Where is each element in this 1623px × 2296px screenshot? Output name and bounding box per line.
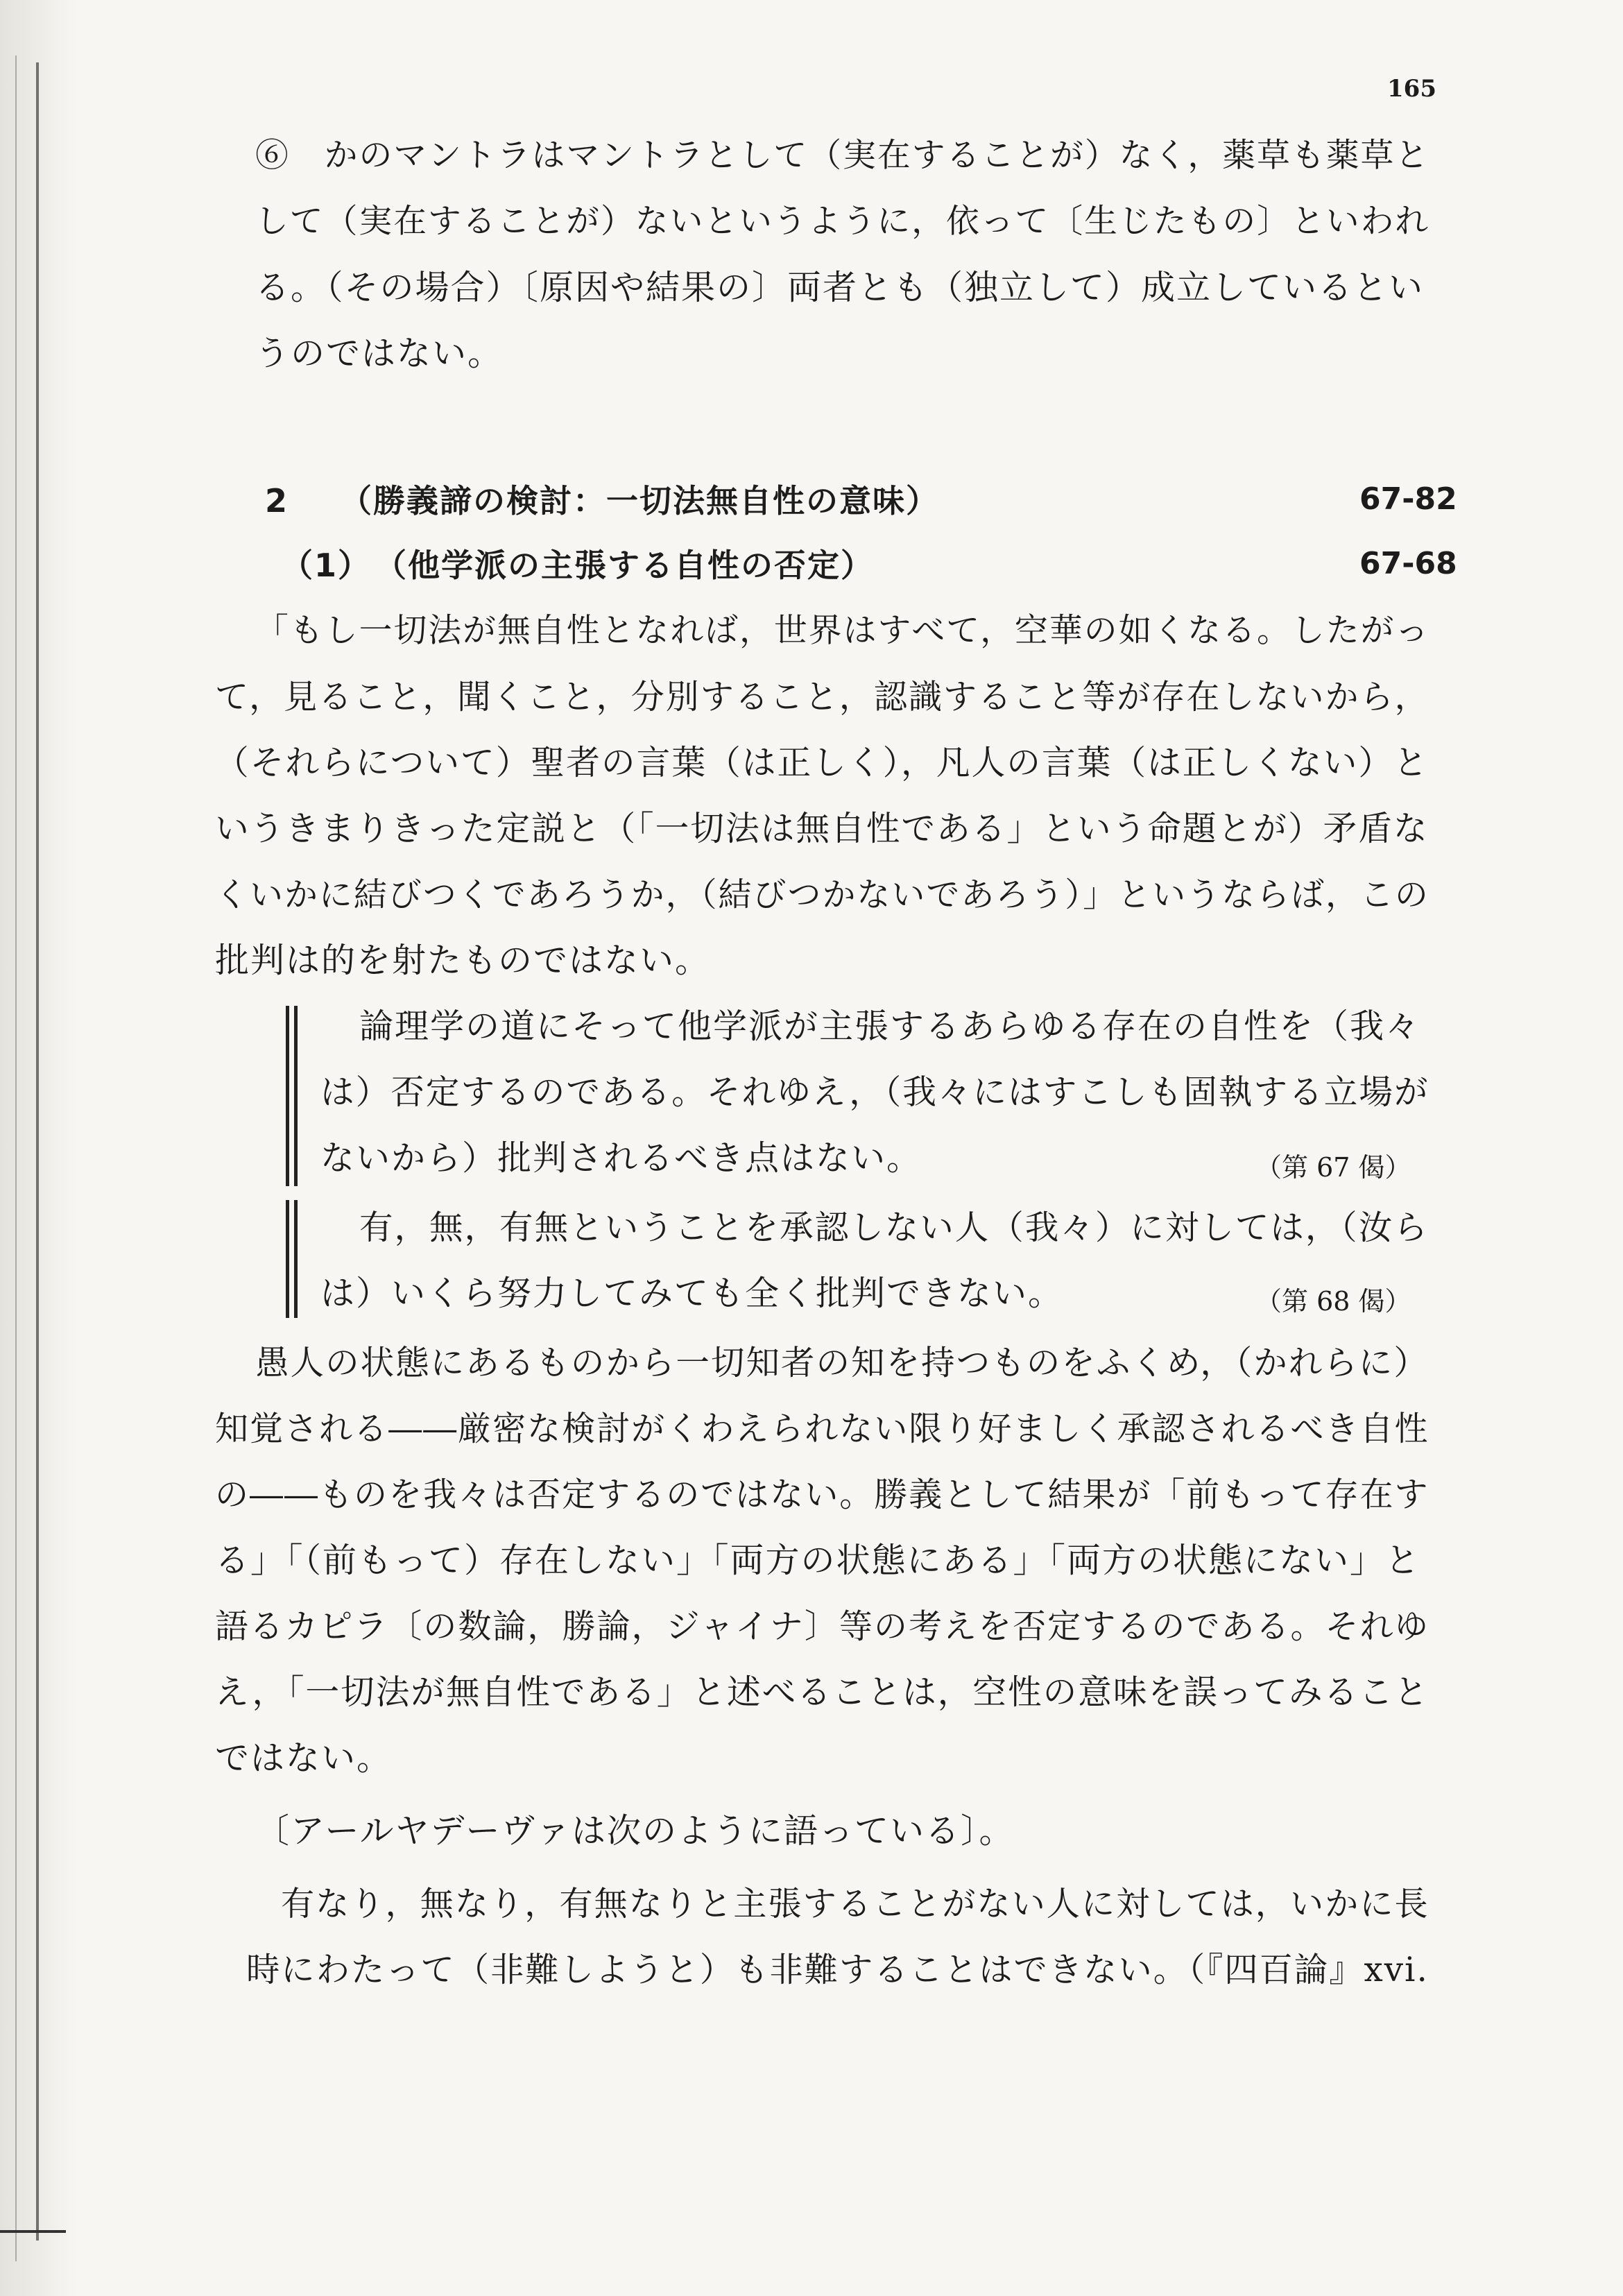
section-title: （勝義諦の検討：一切法無自性の意味） [340, 482, 939, 520]
commentary-line-1: 愚人の状態にあるものから一切知者の知を持つものをふくめ，（かれらに） [255, 1344, 1429, 1382]
binding-edge-line [36, 62, 39, 2241]
verse67-line-3: ないから）批判されるべき点はない。 [320, 1138, 922, 1178]
verse68-line-1: 有，無，有無ということを承認しない人（我々）に対しては，（汝ら [359, 1208, 1429, 1247]
aryadeva-intro: 〔アールヤデーヴァは次のように語っている〕。 [255, 1811, 1015, 1851]
verse67-bar-right [294, 1006, 298, 1186]
commentary-line-3: の――ものを我々は否定するのではない。勝義として結果が「前もって存在す [215, 1475, 1429, 1514]
verse67-label: （第 67 偈） [1255, 1152, 1411, 1183]
subsection-title: （他学派の主張する自性の否定） [375, 547, 874, 584]
aryadeva-line-2: 時にわたって（非難しようと）も非難することはできない。（『四百論』xvi. [246, 1951, 1429, 1989]
verse68-line-2: は）いくら努力してみても全く批判できない。 [320, 1274, 1064, 1313]
commentary-line-2: 知覚される――厳密な検討がくわえられない限り好ましく承認されるべき自性 [215, 1410, 1429, 1448]
objection-line-2: て，見ること，聞くこと，分別すること，認識すること等が存在しないから， [215, 678, 1429, 717]
objection-line-4: いうきまりきった定説と（「一切法は無自性である」という命題とが）矛盾な [215, 809, 1429, 848]
objection-line-5: くいかに結びつくであろうか，（結びつかないであろう）」というならば，この [215, 875, 1429, 914]
verse68-label: （第 68 偈） [1255, 1286, 1411, 1317]
commentary-line-6: え，「一切法が無自性である」と述べることは，空性の意味を誤ってみること [215, 1673, 1429, 1712]
subsection-range: 67-68 [1359, 546, 1457, 581]
section-number: 2 [265, 482, 289, 520]
para6-line-2: して（実在することが）ないというように，依って〔生じたもの〕といわれ [255, 203, 1430, 241]
scan-edge-line [15, 55, 17, 2261]
commentary-line-4: る」「（前もって）存在しない」「両方の状態にある」「両方の状態にない」と [215, 1541, 1421, 1580]
commentary-line-5: 語るカピラ〔の数論，勝論，ジャイナ〕等の考えを否定するのである。それゆ [215, 1607, 1429, 1646]
objection-line-3: （それらについて）聖者の言葉（は正しく），凡人の言葉（は正しくない）と [215, 744, 1429, 782]
objection-line-1: 「もし一切法が無自性となれば，世界はすべて，空華の如くなる。したがっ [255, 612, 1430, 650]
objection-line-6: 批判は的を射たものではない。 [215, 941, 711, 980]
para6-line-4: うのではない。 [255, 334, 504, 373]
aryadeva-line-1: 有なり，無なり，有無なりと主張することがない人に対しては，いかに長 [281, 1885, 1429, 1924]
bottom-edge-mark [0, 2230, 66, 2233]
section-range: 67-82 [1359, 481, 1457, 517]
verse68-bar-left [286, 1200, 289, 1318]
verse67-bar-left [286, 1006, 289, 1186]
verse67-line-1: 論理学の道にそって他学派が主張するあらゆる存在の自性を（我々 [359, 1006, 1421, 1046]
para6-line-1: ⑥ かのマントラはマントラとして（実在することが）なく，薬草も薬草と [255, 137, 1430, 175]
verse68-bar-right [294, 1200, 298, 1318]
para6-line-3: る。（その場合）〔原因や結果の〕両者とも（独立して）成立しているとい [255, 268, 1425, 307]
page-number: 165 [1387, 75, 1436, 103]
commentary-line-7: ではない。 [215, 1738, 393, 1778]
verse67-line-2: は）否定するのである。それゆえ，（我々にはすこしも固執する立場が [320, 1073, 1429, 1112]
subsection-number: （1） [281, 547, 372, 584]
